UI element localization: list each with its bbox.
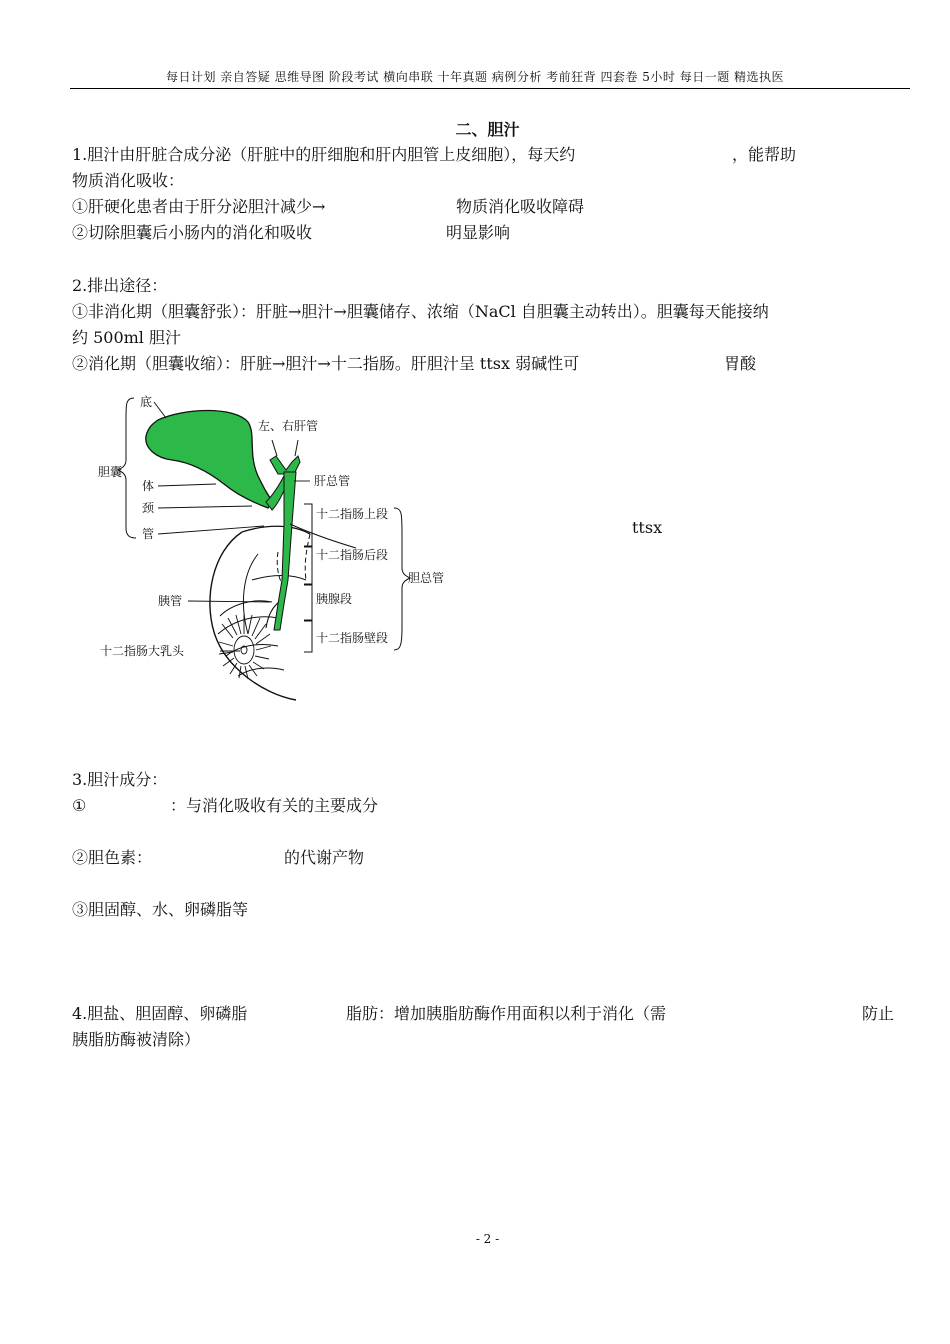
s3-item1-b: ：与消化吸收有关的主要成分: [170, 796, 379, 815]
label-neck: 颈: [142, 501, 155, 515]
brace-seg-2: [304, 547, 312, 584]
label-common-bile: 胆总管: [408, 571, 445, 585]
brace-seg-1: [304, 504, 312, 546]
label-fundus: 底: [140, 395, 153, 409]
s1-line4-a: ②切除胆囊后小肠内的消化和吸收: [72, 223, 313, 242]
biliary-anatomy-figure: [92, 384, 472, 714]
duct-side-line: [290, 524, 356, 548]
label-duct: 管: [142, 527, 155, 541]
label-papilla: 十二指肠大乳头: [100, 644, 185, 658]
s4-line1-a: 4.胆盐、胆固醇、卵磷脂: [72, 1004, 248, 1023]
side-note: ttsx: [632, 518, 663, 537]
page-header: 每日计划 亲自答疑 思维导图 阶段考试 横向串联 十年真题 病例分析 考前狂背 四套卷 5小时 每日一题 精选执医: [165, 70, 785, 84]
leader-neck: [158, 506, 252, 508]
s2-line2: 约 500ml 胆汁: [72, 328, 182, 347]
s3-item3: ③胆固醇、水、卵磷脂等: [72, 900, 249, 919]
s1-line3-a: ①肝硬化患者由于肝分泌胆汁减少→: [72, 197, 326, 216]
hepatic-duct-fork: [270, 456, 300, 474]
s2-heading: 2.排出途径：: [72, 276, 168, 295]
arrow-left-hepatic: [272, 440, 277, 456]
s3-item2-a: ②胆色素：: [72, 848, 153, 867]
duct-dashed-line-2: [277, 552, 282, 584]
page-number: - 2 -: [475, 1232, 500, 1246]
duodenum-top-edge: [242, 526, 310, 534]
brace-seg-3: [304, 585, 312, 620]
s3-heading: 3.胆汁成分：: [72, 770, 168, 789]
header-divider: [70, 88, 910, 89]
s1-line3-b: 物质消化吸收障碍: [456, 197, 585, 216]
leader-body: [158, 484, 216, 486]
label-intramural: 十二指肠壁段: [316, 631, 389, 645]
duodenum-fold-1: [220, 601, 272, 616]
label-retroduodenal: 十二指肠后段: [316, 548, 389, 562]
label-supraduodenal: 十二指肠上段: [316, 507, 389, 521]
s2-line1: ①非消化期（胆囊舒张）：肝脏→胆汁→胆囊储存、浓缩（NaCl 自胆囊主动转出）。胆囊每天能接纳: [72, 302, 769, 321]
section-title: 二、胆汁: [455, 120, 520, 139]
leader-fundus: [154, 402, 166, 418]
s4-line1-c: 防止: [862, 1004, 895, 1023]
label-common-hepatic: 肝总管: [314, 474, 351, 488]
s2-line3-a: ②消化期（胆囊收缩）：肝脏→胆汁→十二指肠。肝胆汁呈 ttsx 弱碱性可: [72, 354, 580, 373]
label-gallbladder: 胆囊: [98, 465, 123, 479]
s1-line2: 物质消化吸收：: [72, 171, 185, 190]
papilla-region: [219, 614, 271, 679]
duct-dashed-line-1: [305, 534, 310, 580]
s1-line4-b: 明显影响: [446, 223, 511, 242]
duodenum-fold-2: [218, 617, 278, 634]
s1-line1-b: ，能帮助: [732, 145, 797, 164]
brace-seg-4: [304, 621, 312, 652]
label-pancreatic-seg: 胰腺段: [316, 592, 353, 606]
s3-item2-b: 的代谢产物: [284, 848, 365, 867]
label-pancreatic-duct: 胰管: [158, 594, 183, 608]
arrow-right-hepatic: [295, 440, 298, 456]
label-body: 体: [142, 479, 155, 493]
s2-line3-b: 胃酸: [724, 354, 757, 373]
s3-item1-a: ①: [72, 796, 87, 815]
s1-line1-a: 1.胆汁由肝脏合成分泌（肝脏中的肝细胞和肝内胆管上皮细胞），每天约: [72, 145, 576, 164]
gallbladder-shape: [146, 411, 272, 509]
s4-line1-b: 脂肪：增加胰脂肪酶作用面积以利于消化（需: [346, 1004, 667, 1023]
label-hepatic-ducts: 左、右肝管: [258, 419, 319, 433]
s4-line2: 胰脂肪酶被清除）: [72, 1030, 201, 1049]
